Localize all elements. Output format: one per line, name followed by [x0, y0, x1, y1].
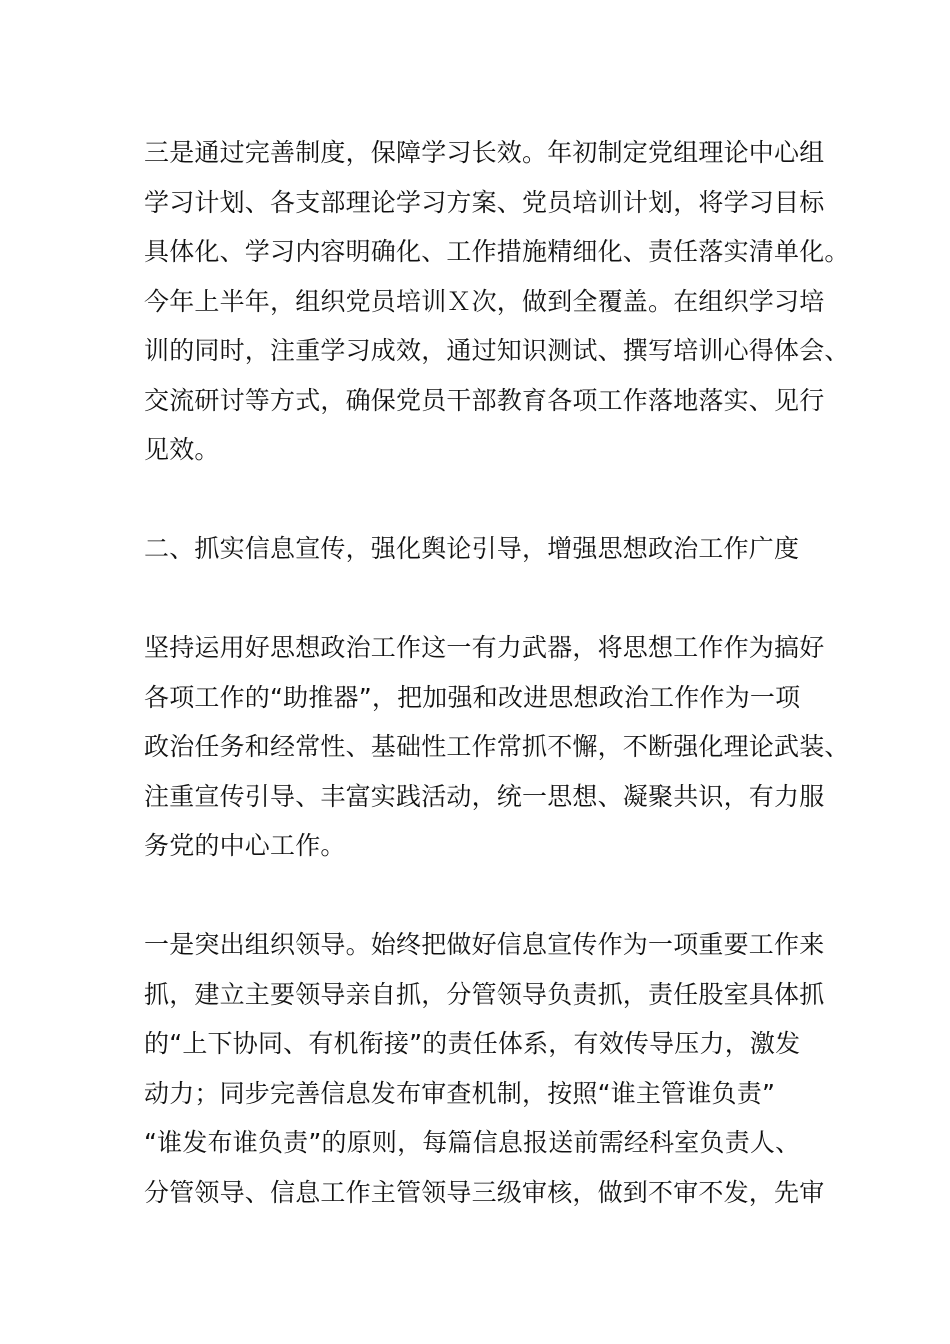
- paragraph-ideological-work: [144, 623, 850, 871]
- section-heading: [144, 524, 824, 574]
- text-line: 见效。: [144, 435, 220, 464]
- text-line: 三是通过完善制度，保障学习长效。年初制定党组理论中心组: [144, 138, 825, 167]
- text-line: 务党的中心工作。: [144, 831, 346, 860]
- text-line: 的“上下协同、有机衔接”的责任体系，有效传导压力，激发: [144, 1029, 801, 1058]
- paragraph-improve-system: [144, 128, 850, 475]
- document-body: [144, 128, 850, 1217]
- text-line: 今年上半年，组织党员培训Ｘ次，做到全覆盖。在组织学习培: [144, 286, 825, 316]
- paragraph-spacer: [144, 574, 824, 624]
- paragraph-spacer: [144, 871, 824, 921]
- text-line: 动力；同步完善信息发布审查机制，按照“谁主管谁负责”: [144, 1078, 776, 1108]
- heading-line: 二、抓实信息宣传，强化舆论引导，增强思想政治工作广度: [144, 534, 800, 563]
- text-line: 训的同时，注重学习成效，通过知识测试、撰写培训心得体会、: [144, 336, 850, 365]
- paragraph-spacer: [144, 475, 824, 525]
- text-line: 学习计划、各支部理论学习方案、党员培训计划，将学习目标: [144, 187, 825, 217]
- paragraph-organization-leadership: [144, 920, 824, 1217]
- text-line: 各项工作的“助推器”，把加强和改进思想政治工作作为一项: [144, 682, 801, 712]
- text-line: 抓，建立主要领导亲自抓，分管领导负责抓，责任股室具体抓: [144, 979, 825, 1009]
- text-line: “谁发布谁负责”的原则，每篇信息报送前需经科室负责人、: [144, 1128, 801, 1157]
- text-line: 坚持运用好思想政治工作这一有力武器，将思想工作作为搞好: [144, 633, 825, 662]
- text-line: 政治任务和经常性、基础性工作常抓不懈，不断强化理论武装、: [144, 732, 850, 761]
- text-line: 注重宣传引导、丰富实践活动，统一思想、凝聚共识，有力服: [144, 781, 825, 811]
- text-line: 分管领导、信息工作主管领导三级审核，做到不审不发，先审: [144, 1177, 825, 1207]
- text-line: 交流研讨等方式，确保党员干部教育各项工作落地落实、见行: [144, 385, 825, 415]
- text-line: 一是突出组织领导。始终把做好信息宣传作为一项重要工作来: [144, 930, 825, 959]
- text-line: 具体化、学习内容明确化、工作措施精细化、责任落实清单化。: [144, 237, 850, 266]
